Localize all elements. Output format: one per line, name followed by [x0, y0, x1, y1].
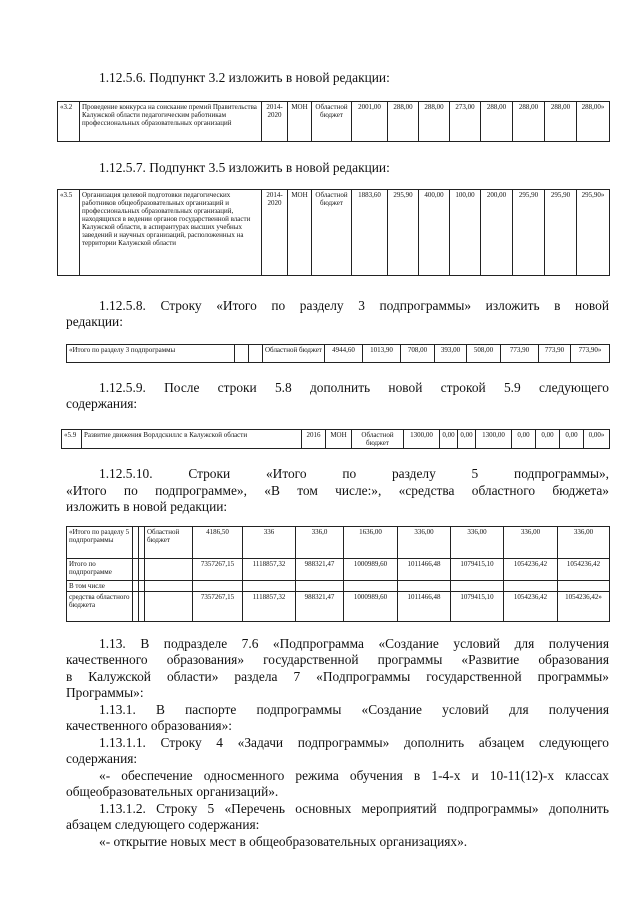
cell: 288,00	[388, 102, 419, 142]
cell: 2016	[302, 430, 326, 449]
cell: 336,00	[398, 527, 451, 559]
cell: 288,00	[419, 102, 450, 142]
quote-single-shift-cont: общеобразовательных организаций».	[66, 784, 279, 799]
cell: 336,0	[296, 527, 344, 559]
cell: 4944,60	[325, 345, 363, 363]
cell	[398, 581, 451, 592]
para-1-13-1-1: 1.13.1.1. Строку 4 «Задачи подпрограммы» дополнить абзацем следующего	[99, 735, 609, 750]
table-total-3	[66, 344, 610, 363]
cell	[145, 559, 193, 581]
cell: Организация целевой подготовки педагогических работников общеобразовательных организаций и профессиональных образовательных организаций, находящихся в ведении органов государственной власти Калужской области, в аспирантурах высших учебных заведений и научных организаций, расположенных на территории Калужской области	[80, 190, 262, 276]
para-1-13-l2: качественного образования» государственной программы «Развитие образования	[66, 652, 609, 667]
cell	[243, 581, 296, 592]
cell: «3.2	[58, 102, 80, 142]
cell: 295,90	[513, 190, 545, 276]
cell: «5.9	[62, 430, 82, 449]
para-1-12-5-8-cont: редакции:	[66, 314, 123, 329]
table-item-3-5	[57, 189, 610, 276]
quote-new-places: «- открытие новых мест в общеобразовательных организациях».	[99, 834, 468, 849]
cell: 1000989,60	[344, 559, 398, 581]
cell: МОН	[326, 430, 352, 449]
cell: 1054236,42	[504, 592, 558, 622]
cell: Областной бюджет	[312, 102, 352, 142]
cell: «Итого по разделу 5 подпрограммы	[67, 527, 133, 559]
cell: 295,90	[388, 190, 419, 276]
cell: 1079415,10	[451, 559, 504, 581]
cell: 708,00	[401, 345, 435, 363]
cell: Проведение конкурса на соискание премий Правительства Калужской области педагогическим работникам профессиональных образовательных организаций	[80, 102, 262, 142]
cell: 773,90	[501, 345, 539, 363]
cell	[504, 581, 558, 592]
cell: 336,00	[504, 527, 558, 559]
cell: МОН	[288, 190, 312, 276]
para-1-12-5-8: 1.12.5.8. Строку «Итого по разделу 3 подпрограммы» изложить в новой	[99, 298, 609, 313]
cell: 1011466,48	[398, 592, 451, 622]
cell: 2001,00	[352, 102, 388, 142]
cell	[451, 581, 504, 592]
cell: 1054236,42	[504, 559, 558, 581]
cell: 1883,60	[352, 190, 388, 276]
para-1-12-5-10: 1.12.5.10. Строки «Итого по разделу 5 подпрограммы»,	[99, 466, 609, 481]
cell: 1000989,60	[344, 592, 398, 622]
para-1-12-5-6: 1.12.5.6. Подпункт 3.2 изложить в новой редакции:	[99, 70, 390, 85]
cell: 0,00»	[584, 430, 610, 449]
para-1-13-1-2: 1.13.1.2. Строку 5 «Перечень основных мероприятий подпрограммы» дополнить	[99, 801, 609, 816]
cell: МОН	[288, 102, 312, 142]
cell: 1118857,32	[243, 559, 296, 581]
cell: 508,00	[467, 345, 501, 363]
cell	[558, 581, 610, 592]
cell: 0,00	[536, 430, 560, 449]
cell: 988321,47	[296, 559, 344, 581]
cell	[235, 345, 249, 363]
cell: 1636,00	[344, 527, 398, 559]
quote-single-shift: «- обеспечение односменного режима обучения в 1-4-х и 10-11(12)-х классах	[99, 768, 609, 783]
cell: 288,00	[481, 102, 513, 142]
cell: Развитие движения Ворлдскиллс в Калужской области	[82, 430, 302, 449]
cell: 2014-2020	[262, 190, 288, 276]
para-1-12-5-9: 1.12.5.9. После строки 5.8 дополнить новой строкой 5.9 следующего	[99, 380, 609, 395]
cell: 1118857,32	[243, 592, 296, 622]
cell: 100,00	[450, 190, 481, 276]
cell: 4186,50	[193, 527, 243, 559]
para-1-13-1-cont: качественного образования»:	[66, 718, 232, 733]
cell: 1011466,48	[398, 559, 451, 581]
cell: 336	[243, 527, 296, 559]
table-item-5-9	[61, 429, 610, 449]
para-1-13-l4: Программы»:	[66, 685, 144, 700]
para-1-12-5-9-cont: содержания:	[66, 396, 138, 411]
table-total-5	[66, 526, 610, 622]
cell: 288,00»	[577, 102, 610, 142]
para-1-13-l3: в Калужской области» раздела 7 «Подпрограммы государственной программы»	[66, 669, 609, 684]
para-1-12-5-10-end: изложить в новой редакции:	[66, 499, 228, 514]
cell: 1079415,10	[451, 592, 504, 622]
para-1-12-5-7: 1.12.5.7. Подпункт 3.5 изложить в новой редакции:	[99, 160, 390, 175]
cell: «Итого по разделу 3 подпрограммы	[67, 345, 235, 363]
cell	[145, 592, 193, 622]
cell: 1054236,42	[558, 559, 610, 581]
cell: В том числе	[67, 581, 133, 592]
cell	[296, 581, 344, 592]
cell: 7357267,15	[193, 559, 243, 581]
cell: 400,00	[419, 190, 450, 276]
cell	[193, 581, 243, 592]
cell: 0,00	[512, 430, 536, 449]
cell: 0,00	[458, 430, 476, 449]
cell	[145, 581, 193, 592]
para-1-13-1: 1.13.1. В паспорте подпрограммы «Создание условий для получения	[99, 702, 609, 717]
cell: Областной бюджет	[145, 527, 193, 559]
cell: 0,00	[560, 430, 584, 449]
cell: 0,00	[440, 430, 458, 449]
cell: 1054236,42»	[558, 592, 610, 622]
para-1-13-l1: 1.13. В подразделе 7.6 «Подпрограмма «Создание условий для получения	[99, 636, 609, 651]
cell	[344, 581, 398, 592]
cell: 288,00	[513, 102, 545, 142]
cell: Областной бюджет	[263, 345, 325, 363]
cell: 773,90	[539, 345, 571, 363]
cell: 1300,00	[404, 430, 440, 449]
cell: 295,90	[545, 190, 577, 276]
para-1-13-1-1-cont: содержания:	[66, 751, 138, 766]
cell: 2014-2020	[262, 102, 288, 142]
cell: Итого по подпрограмме	[67, 559, 133, 581]
cell: 336,00	[451, 527, 504, 559]
cell: 7357267,15	[193, 592, 243, 622]
cell: 336,00	[558, 527, 610, 559]
cell: 200,00	[481, 190, 513, 276]
cell: «3.5	[58, 190, 80, 276]
para-1-12-5-10-cont: «Итого по подпрограмме», «В том числе:», «средства областного бюджета»	[66, 483, 609, 498]
cell: 988321,47	[296, 592, 344, 622]
cell	[249, 345, 263, 363]
cell: 295,90»	[577, 190, 610, 276]
cell: 393,00	[435, 345, 467, 363]
table-item-3-2	[57, 101, 610, 142]
cell: 1300,00	[476, 430, 512, 449]
cell: Областной бюджет	[312, 190, 352, 276]
para-1-13-1-2-cont: абзацем следующего содержания:	[66, 817, 260, 832]
cell: 273,00	[450, 102, 481, 142]
cell: 1013,90	[363, 345, 401, 363]
cell: средства областного бюджета	[67, 592, 133, 622]
cell: 288,00	[545, 102, 577, 142]
cell: 773,90»	[571, 345, 610, 363]
cell: Областной бюджет	[352, 430, 404, 449]
